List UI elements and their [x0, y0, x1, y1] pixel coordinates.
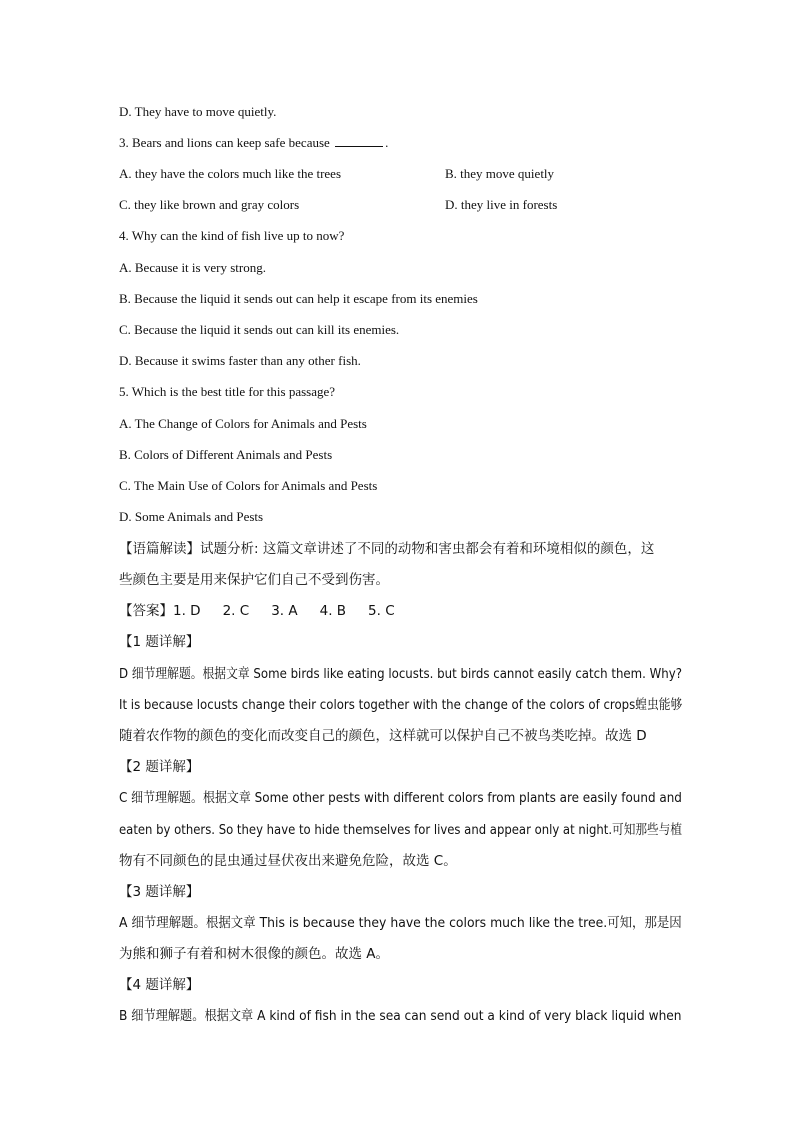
q5-option-b: B. Colors of Different Animals and Pests — [119, 447, 333, 462]
explain-3-heading: 【3 题详解】 — [119, 884, 200, 900]
answer-5: 5. C — [368, 603, 395, 619]
explain-2-line-2: eaten by others. So they have to hide themselves for lives and appear only at night.可知那些与植 — [119, 822, 682, 838]
q4-option-c: C. Because the liquid it sends out can kill its enemies. — [119, 322, 400, 337]
explain-2-line-3: 物有不同颜色的昆虫通过昼伏夜出来避免危险，故选 C。 — [119, 853, 457, 869]
answer-key-label: 【答案】 — [119, 603, 173, 619]
q3-option-c: C. they like brown and gray colors — [119, 197, 300, 212]
q5-option-c: C. The Main Use of Colors for Animals and Pests — [119, 478, 378, 493]
answer-1: 1. D — [173, 603, 201, 619]
q4-question: 4. Why can the kind of fish live up to now? — [119, 228, 345, 243]
q5-question: 5. Which is the best title for this passage? — [119, 384, 336, 399]
q4-option-a: A. Because it is very strong. — [119, 260, 266, 275]
explain-4-heading: 【4 题详解】 — [119, 977, 200, 993]
q4-option-d: D. Because it swims faster than any other fish. — [119, 353, 361, 368]
q2-option-d: D. They have to move quietly. — [119, 104, 277, 119]
analysis-line-2: 些颜色主要是用来保护它们自己不受到伤害。 — [119, 572, 389, 588]
q3-question — [119, 134, 388, 152]
explain-1-heading: 【1 题详解】 — [119, 634, 200, 650]
explain-1-line-3: 随着农作物的颜色的变化而改变自己的颜色，这样就可以保护自己不被鸟类吃掉。故选 D — [119, 728, 647, 744]
answer-2: 2. C — [222, 603, 250, 619]
explain-3-line-2: 为熊和狮子有着和树木很像的颜色。故选 A。 — [119, 946, 390, 962]
q3-option-b: B. they move quietly — [445, 166, 555, 181]
explain-1-line-2: It is because locusts change their colors together with the change of the colors of crops蝗虫能够 — [119, 697, 683, 713]
analysis-line-1: 【语篇解读】试题分析: 这篇文章讲述了不同的动物和害虫都会有着和环境相似的颜色，这 — [119, 541, 655, 557]
q5-option-d: D. Some Animals and Pests — [119, 509, 264, 524]
explain-2-heading: 【2 题详解】 — [119, 759, 200, 775]
explain-4-line-1: B 细节理解题。根据文章 A kind of fish in the sea can send out a kind of very black liquid when — [119, 1008, 682, 1024]
q5-option-a: A. The Change of Colors for Animals and Pests — [119, 416, 367, 431]
answer-3: 3. A — [271, 603, 298, 619]
q4-option-b: B. Because the liquid it sends out can help it escape from its enemies — [119, 291, 478, 306]
q3-question-end: . — [385, 135, 389, 150]
q3-option-a: A. they have the colors much like the trees — [119, 166, 342, 181]
q3-option-d: D. they live in forests — [445, 197, 558, 212]
answer-blank — [335, 134, 383, 147]
answer-key — [119, 602, 417, 620]
explain-1-line-1: D 细节理解题。根据文章 Some birds like eating locusts. but birds cannot easily catch them. Why? — [119, 666, 683, 682]
explain-2-line-1: C 细节理解题。根据文章 Some other pests with different colors from plants are easily found and — [119, 790, 682, 806]
q3-question-text: 3. Bears and lions can keep safe because — [119, 135, 330, 150]
explain-3-line-1: A 细节理解题。根据文章 This is because they have the colors much like the tree.可知，那是因 — [119, 915, 682, 931]
answer-4: 4. B — [319, 603, 347, 619]
